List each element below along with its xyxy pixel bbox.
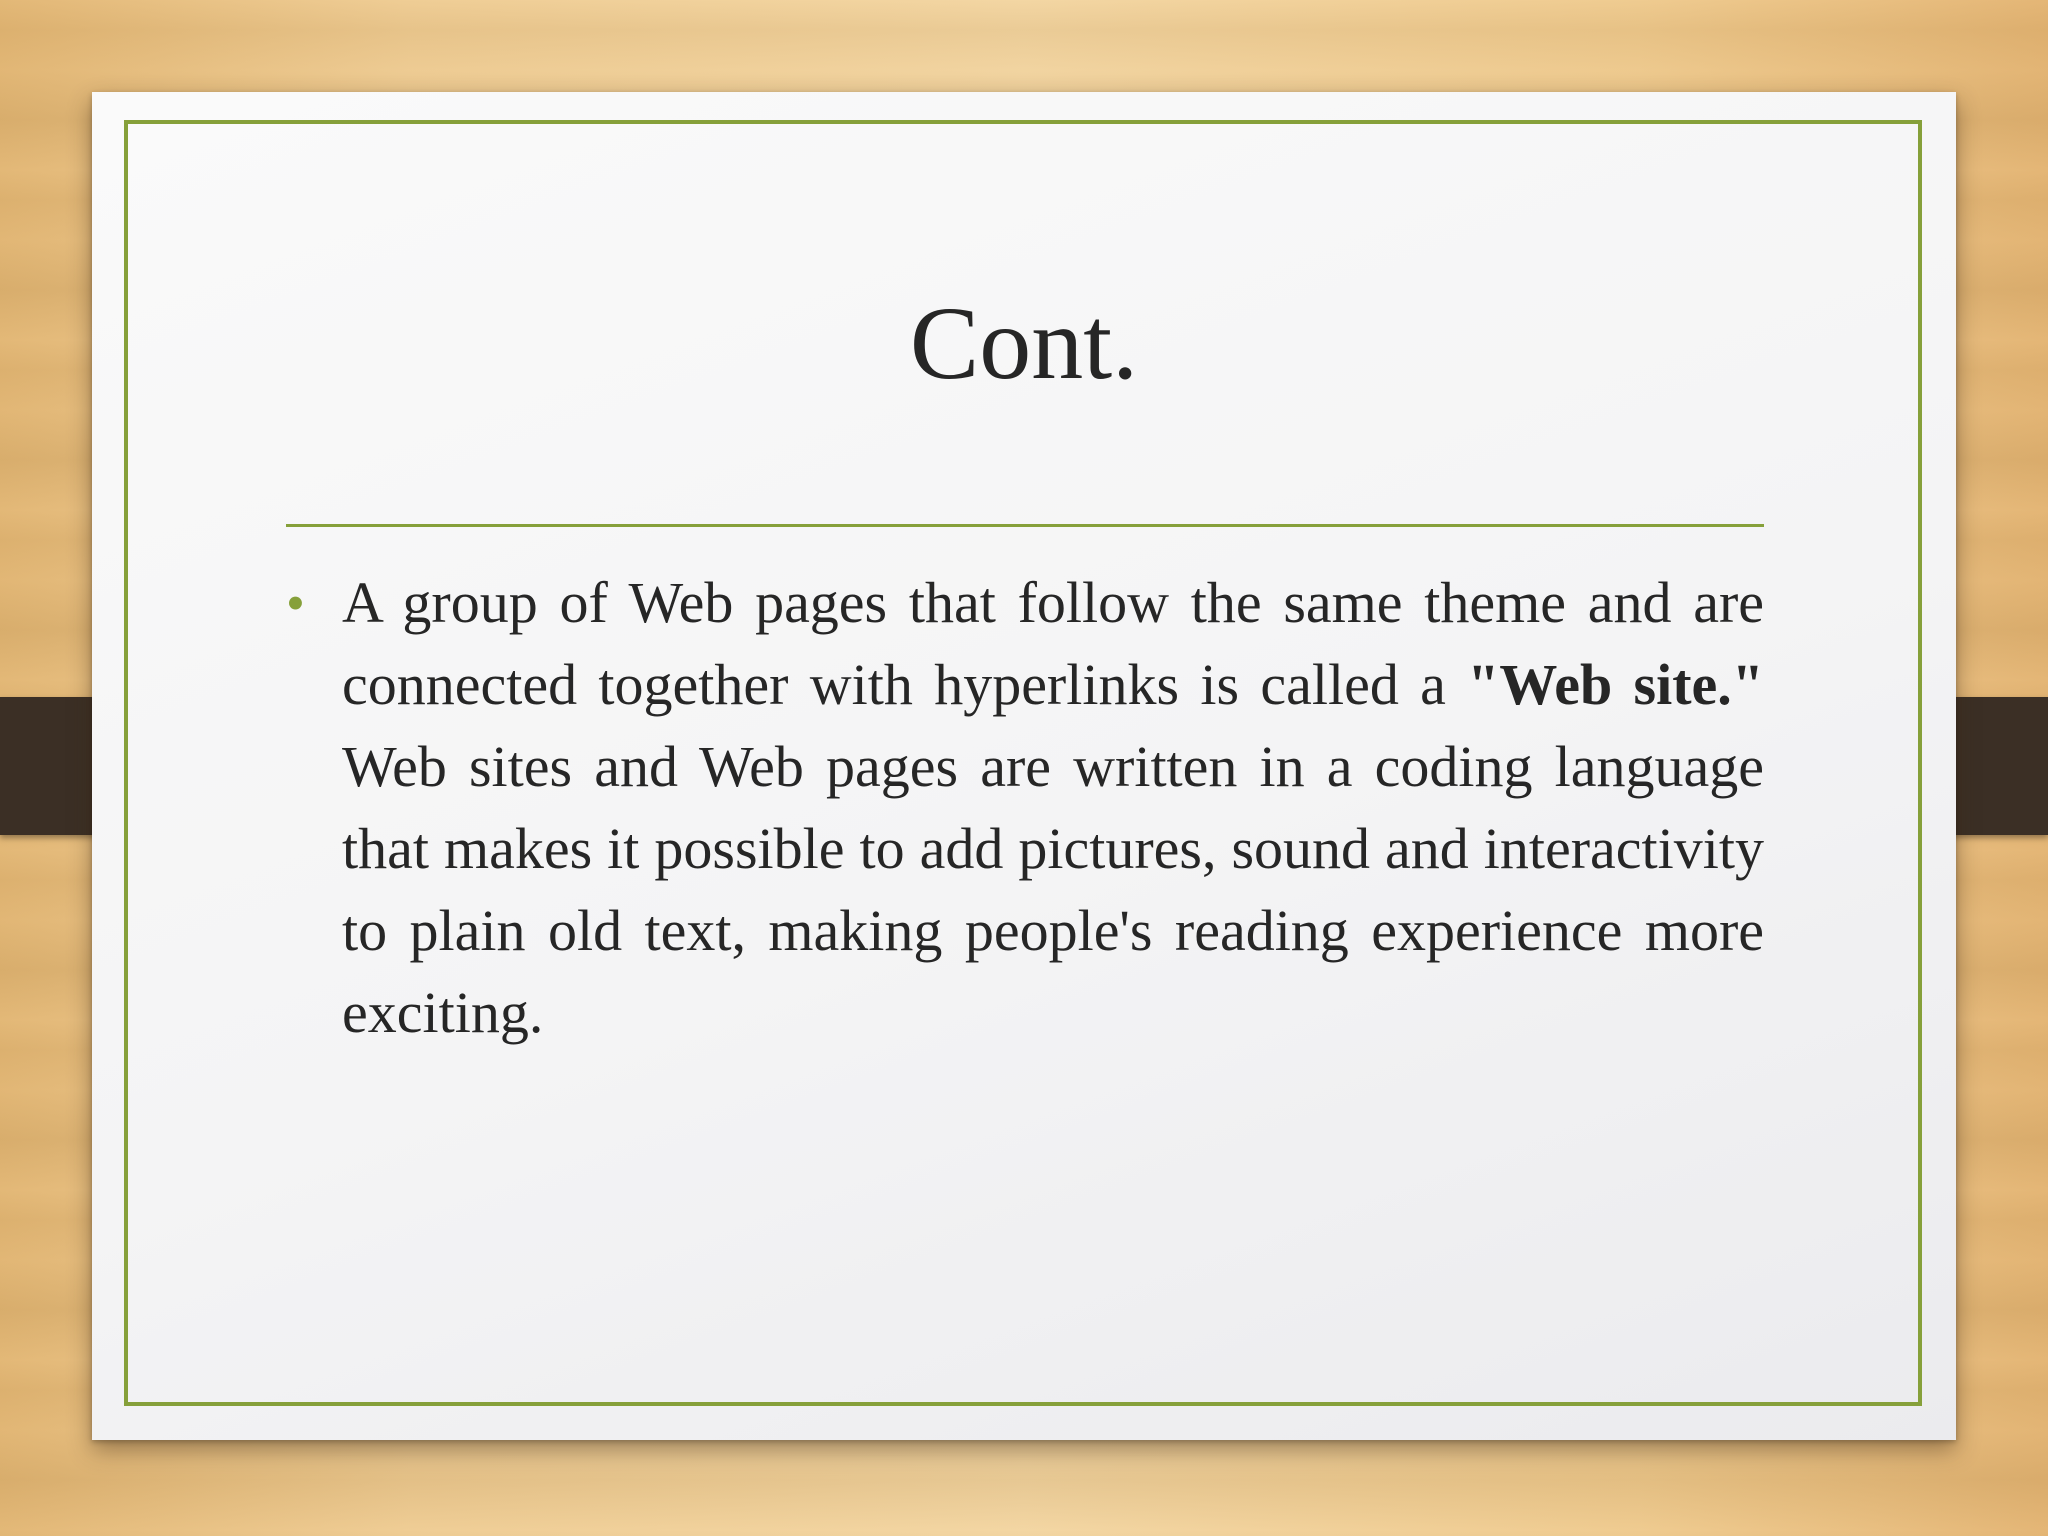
- bullet-text: [342, 562, 1764, 1054]
- bullet-text-bold: "Web site.": [1467, 652, 1764, 717]
- bullet-text-after: Web sites and Web pages are written in a coding language that makes it possible to add pictures, sound and interactivity to plain old text, making people's reading experience more exciting.: [342, 734, 1764, 1045]
- bullet-icon: •: [286, 573, 305, 633]
- bullet-item: [286, 562, 1764, 1054]
- bullet-list: [286, 562, 1764, 1054]
- slide-card: [92, 92, 1956, 1440]
- bullet-text-before: A group of Web pages that follow the same theme and are connected together with hyperlinks is called a: [342, 570, 1764, 717]
- slide-title: Cont.: [909, 286, 1139, 401]
- title-divider: [286, 524, 1764, 527]
